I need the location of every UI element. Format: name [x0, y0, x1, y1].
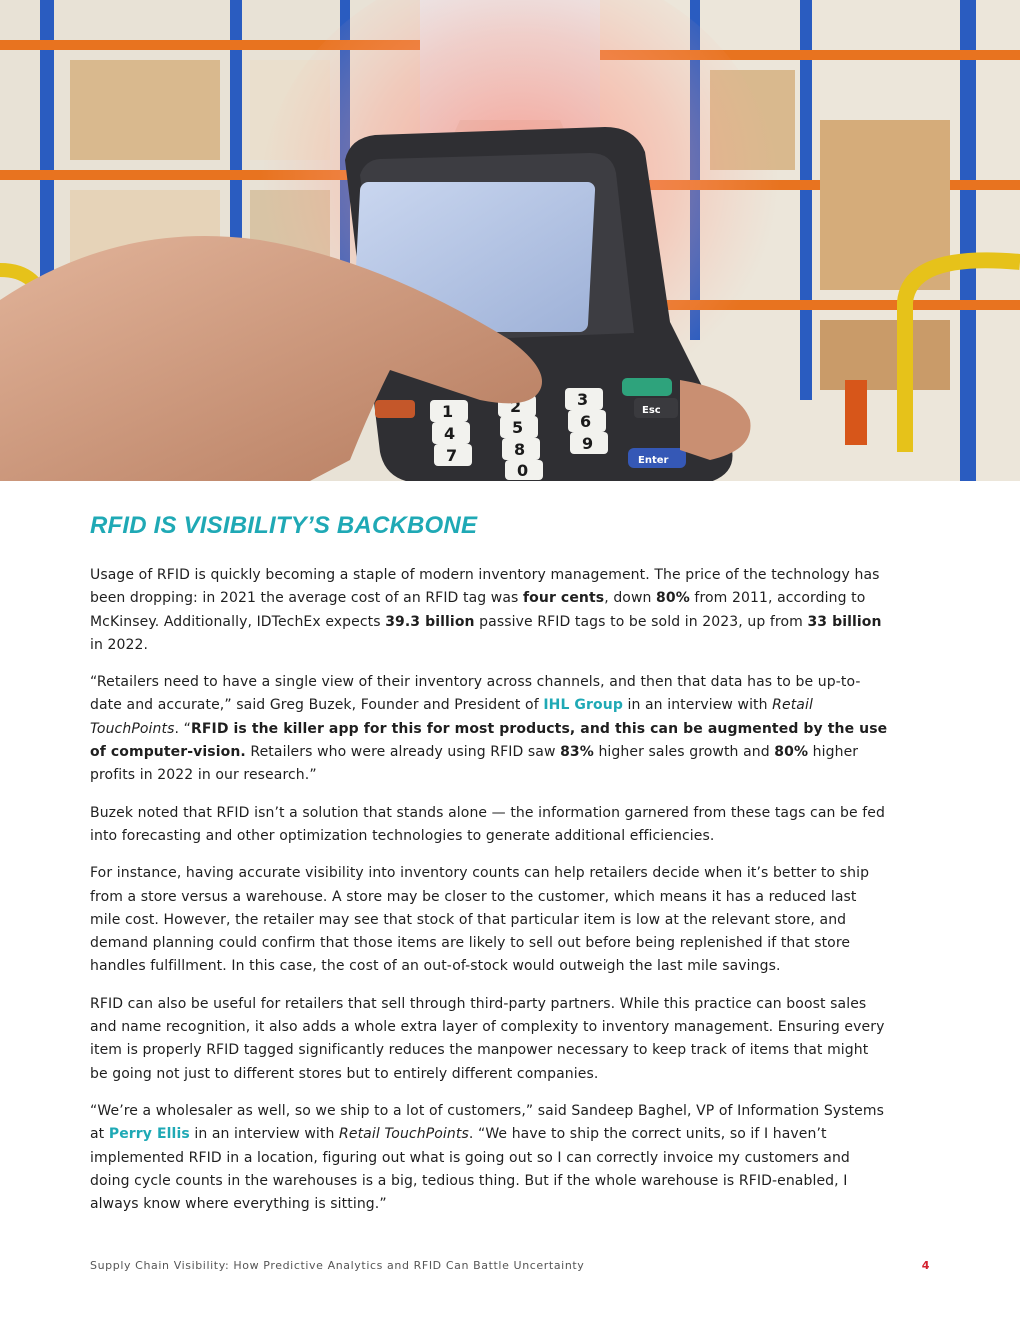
text: “Retailers need to have a single view of their inventory across channels, and then that data has to be up-to-date and accurate,” said Greg Buzek, Founder and President of	[90, 674, 861, 714]
text: passive RFID tags to be sold in 2023, up from	[474, 613, 808, 630]
ihl-group-link[interactable]: IHL Group	[543, 697, 623, 714]
text: , down	[604, 590, 657, 607]
paragraph-3: Buzek noted that RFID isn’t a solution that stands alone — the information garnered from these tags can be fed into forecasting and other optimization technologies to generate additional efficiencies.	[90, 804, 886, 844]
footer-title: Supply Chain Visibility: How Predictive Analytics and RFID Can Battle Uncertainty	[90, 1259, 585, 1272]
key-8: 8	[514, 440, 526, 459]
emphasis: four cents	[522, 590, 605, 607]
emphasis: RFID is the killer app for this for most products, and this can be augmented by the use of computer-vision.	[90, 720, 888, 761]
section-title: RFID IS VISIBILITY’S BACKBONE	[90, 512, 478, 539]
key-1: 1	[442, 402, 454, 421]
text: “We’re a wholesaler as well, so we ship to a lot of customers,” said Sandeep Baghel, VP of Information Systems at	[90, 1102, 885, 1143]
text: Usage of RFID is quickly becoming a staple of modern inventory management. The price of the technology has been dropping: in 2021 the average cost of an RFID tag was	[90, 567, 880, 607]
key-6: 6	[580, 412, 592, 431]
hero-image	[0, 0, 1020, 481]
emphasis: 80%	[656, 590, 690, 607]
key-3: 3	[577, 390, 589, 409]
text: from 2011, according to McKinsey. Additionally, IDTechEx expects	[90, 590, 866, 630]
text: Retailers who were already using RFID saw	[245, 744, 561, 761]
key-5: 5	[512, 418, 524, 437]
emphasis: 33 billion	[807, 613, 882, 630]
emphasis: 80%	[774, 744, 809, 761]
paragraph-2	[90, 671, 890, 787]
perry-ellis-link[interactable]: Perry Ellis	[108, 1126, 190, 1143]
text: higher sales growth and	[593, 744, 775, 761]
key-7: 7	[446, 446, 458, 465]
paragraph-1	[90, 564, 890, 657]
emphasis: 39.3 billion	[385, 613, 475, 630]
text: higher profits in 2022 in our research.”	[90, 744, 859, 784]
key-2: 2	[510, 397, 522, 416]
text: in 2022.	[90, 636, 149, 653]
article-body	[90, 512, 890, 1230]
key-esc: Esc	[642, 405, 661, 416]
text: in an interview with	[622, 697, 773, 714]
paragraph-5: RFID can also be useful for retailers that sell through third-party partners. While this practice can boost sales and name recognition, it also adds a whole extra layer of complexity to inventory management. Ensuring every item is properly RFID tagged significantly reduces the manpower necessary to keep track of items that might be going not just to different stores but to entirely different companies.	[90, 995, 885, 1082]
publication-name: Retail TouchPoints	[339, 1126, 469, 1143]
emphasis: 83%	[560, 744, 594, 761]
paragraph-6	[90, 1100, 890, 1216]
publication-name: Retail TouchPoints	[90, 697, 813, 737]
paragraph-4: For instance, having accurate visibility into inventory counts can help retailers decide when it’s better to ship from a store versus a warehouse. A store may be closer to the customer, which means it has a reduced last mile cost. However, the retailer may see that stock of that particular item is low at the relevant store, and demand planning could confirm that those items are likely to sell out before being replenished if that store handles fulfillment. In this case, the cost of an out-of-stock would outweigh the last mile savings.	[90, 865, 870, 975]
key-4: 4	[444, 424, 456, 443]
text: . “We have to ship the correct units, so if I haven’t implemented RFID in a location, figuring out what is going out so I can correctly invoice my customers and doing cycle counts in the warehouses is a big, tedious thing. But if the whole warehouse is RFID-enabled, I always know where everything is sitting.”	[90, 1126, 850, 1213]
key-0: 0	[517, 461, 529, 480]
key-9: 9	[582, 434, 594, 453]
page-footer	[90, 1259, 930, 1272]
page-number: 4	[921, 1259, 930, 1272]
key-enter: Enter	[638, 455, 669, 466]
text: in an interview with	[189, 1126, 340, 1143]
text: . “	[174, 720, 191, 737]
